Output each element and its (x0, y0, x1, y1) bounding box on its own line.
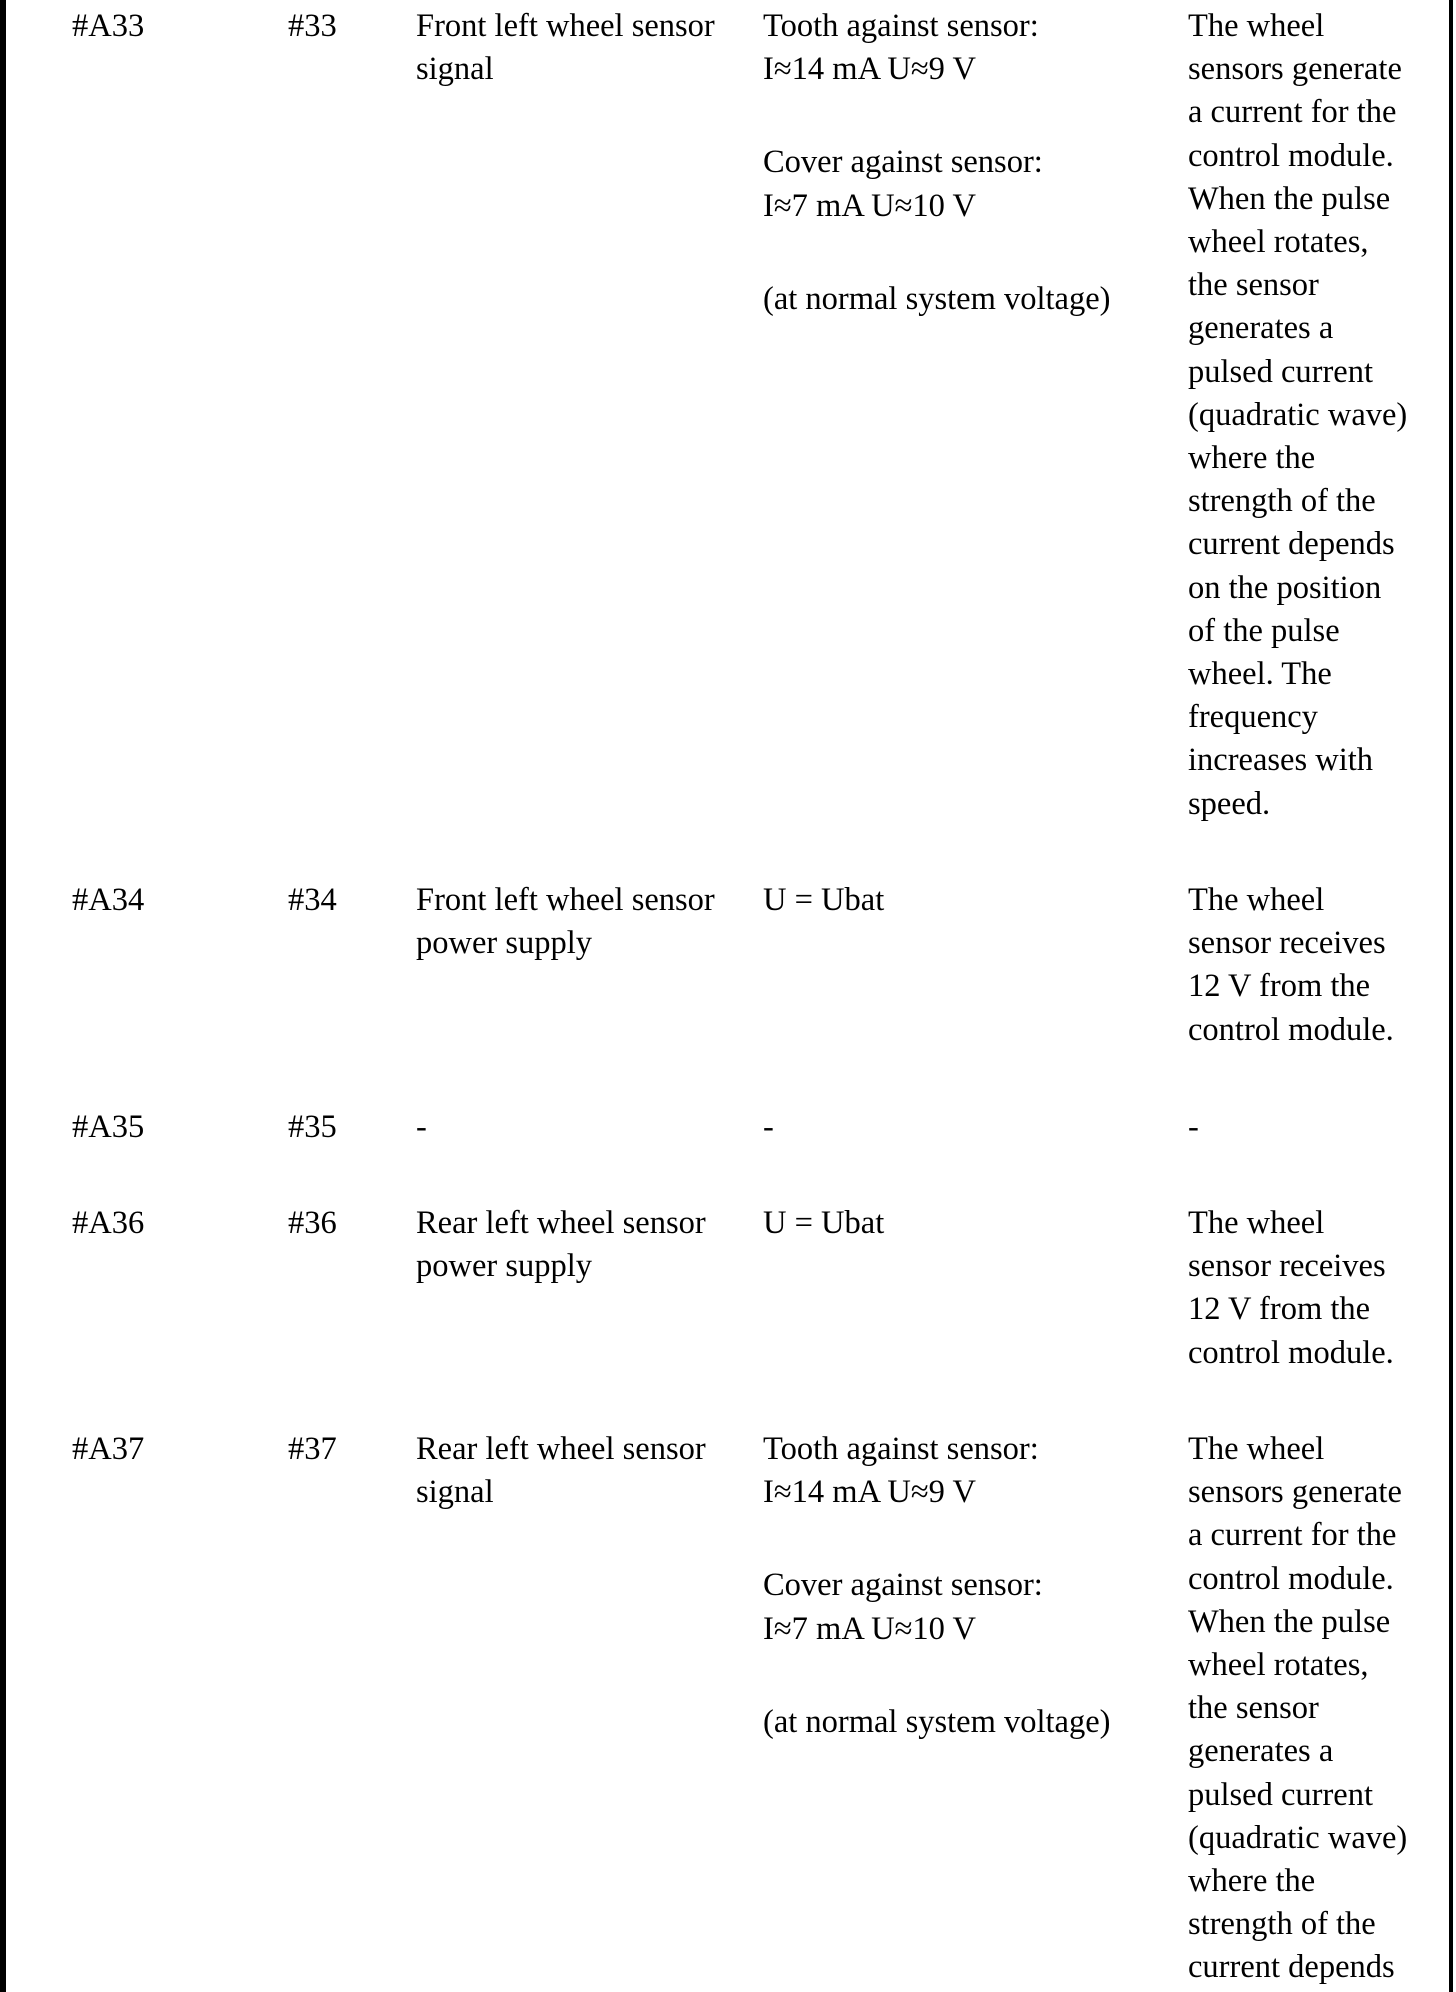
signal-note: The wheel sensors generate a current for the control module. When the pulse wheel rotates, the sensor generates a pulsed current (quadratic wave) where the strength of the current depends on the position of the pulse wheel. The frequency increases with speed. (1188, 8, 1408, 822)
signal-description: - (416, 1109, 427, 1145)
signal-value: - (763, 1109, 774, 1145)
signal-note: The wheel sensor receives 12 V from the control module. (1188, 1205, 1394, 1371)
signal-value: Tooth against sensor: I≈14 mA U≈9 V Cover against sensor: I≈7 mA U≈10 V (at normal system voltage) (763, 1431, 1111, 1740)
signal-value: U = Ubat (763, 1205, 885, 1241)
signal-description: Rear left wheel sensor power supply (416, 1205, 706, 1285)
right-border-rule (1449, 0, 1453, 1992)
pin-number: #35 (288, 1109, 337, 1145)
pin-label: #A34 (72, 882, 145, 918)
pin-number: #37 (288, 1431, 337, 1467)
pin-label: #A35 (72, 1109, 145, 1145)
signal-description: Front left wheel sensor power supply (416, 882, 715, 962)
signal-note: - (1188, 1109, 1199, 1145)
pin-number: #34 (288, 882, 337, 918)
signal-description: Front left wheel sensor signal (416, 8, 715, 88)
pin-label: #A33 (72, 8, 145, 44)
signal-note: The wheel sensor receives 12 V from the control module. (1188, 882, 1394, 1048)
pin-number: #33 (288, 8, 337, 44)
signal-value: U = Ubat (763, 882, 885, 918)
pin-label: #A37 (72, 1431, 145, 1467)
signal-note: The wheel sensors generate a current for the control module. When the pulse wheel rotates, the sensor generates a pulsed current (quadratic wave) where the strength of the current depends (1188, 1431, 1408, 1986)
signal-description: Rear left wheel sensor signal (416, 1431, 706, 1511)
signal-value: Tooth against sensor: I≈14 mA U≈9 V Cover against sensor: I≈7 mA U≈10 V (at normal system voltage) (763, 8, 1111, 317)
pin-label: #A36 (72, 1205, 145, 1241)
left-border-rule (0, 0, 6, 1992)
pin-number: #36 (288, 1205, 337, 1241)
